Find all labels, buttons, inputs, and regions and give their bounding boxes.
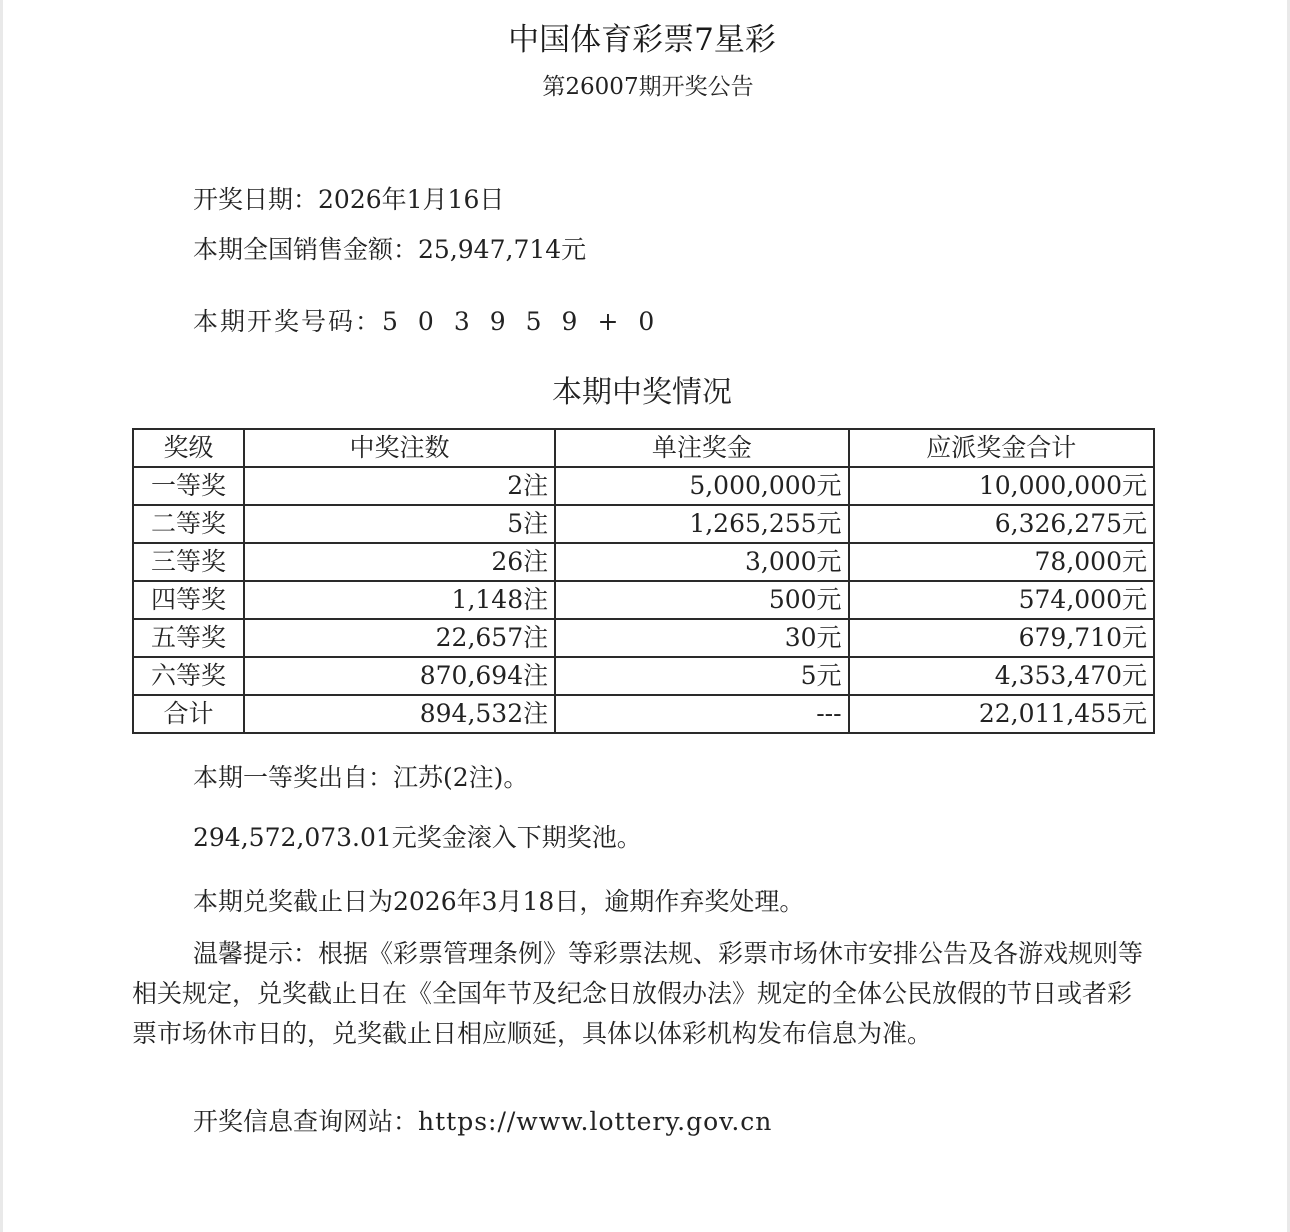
winner-count: 894,532注 <box>244 695 555 733</box>
prize-level: 五等奖 <box>133 619 244 657</box>
prize-level: 六等奖 <box>133 657 244 695</box>
winner-count: 5注 <box>244 505 555 543</box>
draw-date-value: 2026年1月16日 <box>318 185 505 214</box>
single-prize: 1,265,255元 <box>555 505 848 543</box>
prize-table <box>132 428 1155 734</box>
table-row <box>133 505 1154 543</box>
column-header: 奖级 <box>133 429 244 467</box>
notice-paragraph: 温馨提示：根据《彩票管理条例》等彩票法规、彩票市场休市安排公告及各游戏规则等相关规定，兑奖截止日在《全国年节及纪念日放假办法》规定的全体公民放假的节日或者彩票市场休市日的，兑奖截止日相应顺延，具体以体彩机构发布信息为准。 <box>132 939 1144 1048</box>
plus-sign: + <box>597 307 621 336</box>
rollover-text: 294,572,073.01元奖金滚入下期奖池。 <box>193 823 642 852</box>
winner-count: 870,694注 <box>244 657 555 695</box>
sales-amount-value: 25,947,714元 <box>418 235 587 264</box>
draw-date-label: 开奖日期： <box>193 185 319 214</box>
total-prize: 10,000,000元 <box>849 467 1154 505</box>
table-row <box>133 543 1154 581</box>
page-subtitle: 第26007期开奖公告 <box>542 74 754 100</box>
prize-level: 二等奖 <box>133 505 244 543</box>
sales-amount-label: 本期全国销售金额： <box>193 235 419 264</box>
column-header: 单注奖金 <box>555 429 848 467</box>
winning-number: 9 <box>489 307 508 336</box>
website-label: 开奖信息查询网站： <box>193 1107 419 1136</box>
prize-level: 合计 <box>133 695 244 733</box>
column-header: 中奖注数 <box>244 429 555 467</box>
table-row <box>133 581 1154 619</box>
table-row <box>133 619 1154 657</box>
winning-numbers-label: 本期开奖号码： <box>193 307 383 336</box>
prize-level: 一等奖 <box>133 467 244 505</box>
first-prize-origin: 本期一等奖出自：江苏(2注)。 <box>193 763 529 792</box>
page-title: 中国体育彩票7星彩 <box>508 22 776 58</box>
single-prize: 30元 <box>555 619 848 657</box>
total-prize: 574,000元 <box>849 581 1154 619</box>
single-prize: 5,000,000元 <box>555 467 848 505</box>
single-prize: 5元 <box>555 657 848 695</box>
sales-amount-line <box>193 234 586 266</box>
website-line <box>193 1106 772 1138</box>
table-row <box>133 657 1154 695</box>
table-row <box>133 467 1154 505</box>
winning-number: 9 <box>561 307 580 336</box>
single-prize: 3,000元 <box>555 543 848 581</box>
prize-level: 三等奖 <box>133 543 244 581</box>
table-header-row <box>133 429 1154 467</box>
table-total-row <box>133 695 1154 733</box>
column-header: 应派奖金合计 <box>849 429 1154 467</box>
total-prize: 6,326,275元 <box>849 505 1154 543</box>
winning-number: 5 <box>382 307 400 336</box>
winner-count: 2注 <box>244 467 555 505</box>
winning-number: 3 <box>453 307 472 336</box>
winner-count: 22,657注 <box>244 619 555 657</box>
draw-date-line <box>193 184 504 216</box>
total-prize: 78,000元 <box>849 543 1154 581</box>
prize-level: 四等奖 <box>133 581 244 619</box>
total-prize: 22,011,455元 <box>849 695 1154 733</box>
bonus-number: 0 <box>638 307 657 336</box>
single-prize: 500元 <box>555 581 848 619</box>
deadline-text: 本期兑奖截止日为2026年3月18日，逾期作弃奖处理。 <box>193 887 805 916</box>
total-prize: 679,710元 <box>849 619 1154 657</box>
winning-numbers-line <box>193 306 674 338</box>
winner-count: 26注 <box>244 543 555 581</box>
total-prize: 4,353,470元 <box>849 657 1154 695</box>
page-border-left <box>0 0 3 1232</box>
single-prize: --- <box>555 695 848 733</box>
winning-number: 5 <box>525 307 544 336</box>
winning-number: 0 <box>417 307 436 336</box>
prize-section-title: 本期中奖情况 <box>552 375 732 410</box>
website-link[interactable]: https://www.lottery.gov.cn <box>418 1107 773 1136</box>
winner-count: 1,148注 <box>244 581 555 619</box>
